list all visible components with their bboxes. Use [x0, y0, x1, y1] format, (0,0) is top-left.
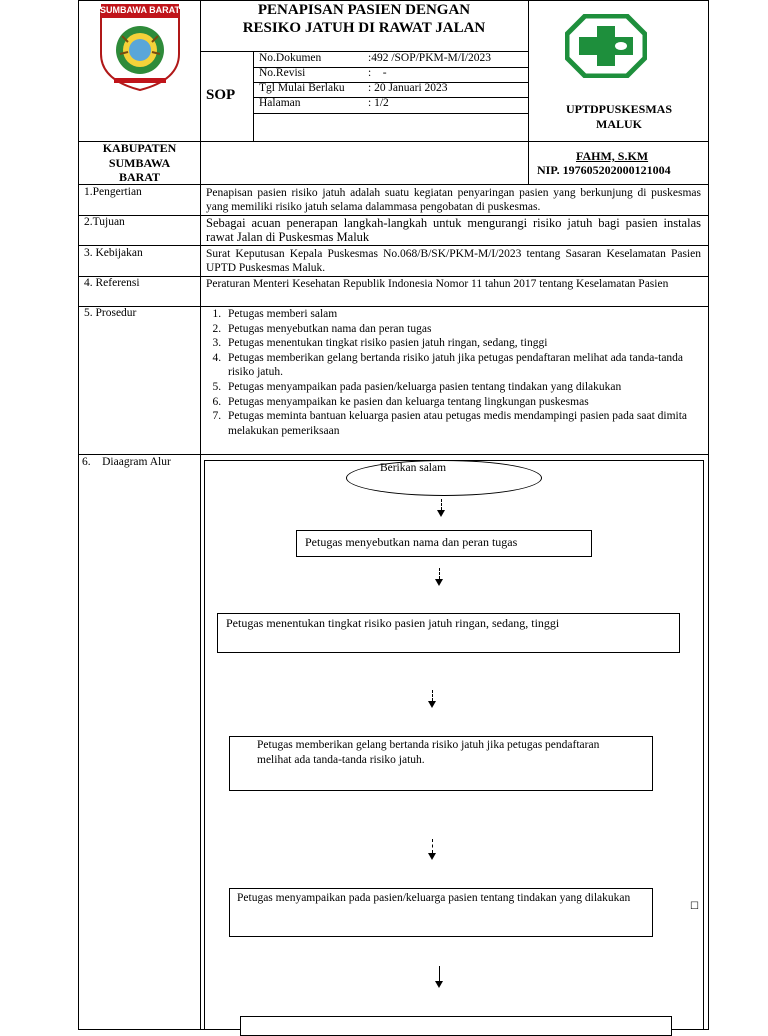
procedure-step: 2. Petugas menyebutkan nama dan peran tugas [224, 322, 703, 337]
organization-name [529, 102, 709, 132]
grid-line [78, 454, 709, 455]
doc-row-label: No.Dokumen [259, 52, 322, 64]
procedure-list [203, 307, 703, 438]
section-text-referensi: Peraturan Menteri Kesehatan Republik Indonesia Nomor 11 tahun 2017 tentang Keselamatan Pasien [206, 278, 669, 290]
signer-name: FAHM, S.KM [576, 149, 649, 163]
procedure-step: 1. Petugas memberi salam [224, 307, 703, 322]
procedure-step: 3. Petugas menentukan tingkat risiko pasien jatuh ringan, sedang, tinggi [224, 336, 703, 351]
flow-node-1-text: Berikan salam [379, 462, 447, 474]
grid-line [253, 113, 528, 114]
doc-row-value: : - [368, 67, 387, 79]
flow-node-5-text: Petugas menyampaikan pada pasien/keluarga pasien tentang tindakan yang dilakukan [237, 892, 631, 904]
doc-row-label: Tgl Mulai Berlaku [259, 82, 345, 94]
section-text-pengertian: Penapisan pasien risiko jatuh adalah suatu kegiatan penyaringan pasien yang berkunjung di puskesmas yang memiliki risiko jatuh selama dalammasa pengobatan di puskesmas. [206, 187, 701, 213]
flow-node-4-text: Petugas memberikan gelang bertanda risiko jatuh jika petugas pendaftaran melihat ada tanda-tanda risiko jatuh. [257, 739, 600, 766]
doc-row-value: : 1/2 [368, 97, 389, 109]
side-checkbox-mark: ☐ [690, 901, 699, 912]
flow-node-2-text: Petugas menyebutkan nama dan peran tugas [305, 535, 518, 549]
section-text-kebijakan: Surat Keputusan Kepala Puskesmas No.068/B/SK/PKM-M/I/2023 tentang Sasaran Keselamatan Pasien UPTD Puskesmas Maluk. [206, 248, 701, 274]
section-label-tujuan: 2.Tujuan [84, 216, 125, 228]
sop-label: SOP [206, 87, 236, 103]
section-label-diagram: 6. Diaagram Alur [82, 456, 171, 468]
doc-row-value: :492 /SOP/PKM-M/I/2023 [368, 52, 492, 64]
doc-row-label: Halaman [259, 97, 301, 109]
section-label-kebijakan: 3. Kebijakan [84, 247, 143, 259]
kabupaten-label [79, 141, 200, 185]
grid-line [200, 184, 201, 1030]
procedure-step: 7. Petugas meminta bantuan keluarga pasien atau petugas medis mendampingi pasien pada saat dimita melakukan pemeriksaan [224, 409, 703, 438]
procedure-step: 6. Petugas menyampaikan ke pasien dan keluarga tentang lingkungan puskesmas [224, 395, 703, 410]
grid-line [253, 51, 254, 141]
kabupaten-line-1: KABUPATEN [102, 141, 177, 155]
flow-node-3-text: Petugas menentukan tingkat risiko pasien jatuh ringan, sedang, tinggi [226, 616, 560, 630]
sumbawa-barat-logo [98, 2, 182, 92]
procedure-list-container [203, 307, 703, 438]
kabupaten-line-3: BARAT [118, 170, 161, 184]
section-label-prosedur: 5. Prosedur [84, 307, 137, 319]
org-line-1: UPTDPUSKESMAS [565, 102, 672, 116]
section-label-referensi: 4. Referensi [84, 277, 140, 289]
procedure-step: 4. Petugas memberikan gelang bertanda risiko jatuh jika petugas pendaftaran melihat ada tanda-tanda risiko jatuh. [224, 351, 703, 380]
org-line-2: MALUK [596, 117, 642, 131]
flow-node-6 [240, 1016, 672, 1036]
kabupaten-line-2: SUMBAWA [108, 155, 171, 170]
section-label-pengertian: 1.Pengertian [84, 186, 142, 198]
title-line-2: RESIKO JATUH DI RAWAT JALAN [242, 20, 486, 36]
logo-text: SUMBAWA BARAT [100, 5, 180, 15]
puskesmas-logo [565, 14, 647, 78]
signer-nip: NIP. 197605202000121004 [537, 163, 671, 177]
doc-row-label: No.Revisi [259, 67, 306, 79]
doc-row-value: : 20 Januari 2023 [368, 82, 448, 94]
title-line-1: PENAPISAN PASIEN DENGAN [257, 2, 471, 18]
document-title [201, 1, 527, 37]
grid-line [78, 245, 709, 246]
grid-line [528, 0, 529, 184]
section-text-tujuan: Sebagai acuan penerapan langkah-langkah untuk mengurangi risiko jatuh bagi pasien instalas rawat Jalan di Puskesmas Maluk [206, 216, 701, 244]
procedure-step: 5. Petugas menyampaikan pada pasien/keluarga pasien tentang tindakan yang dilakukan [224, 380, 703, 395]
